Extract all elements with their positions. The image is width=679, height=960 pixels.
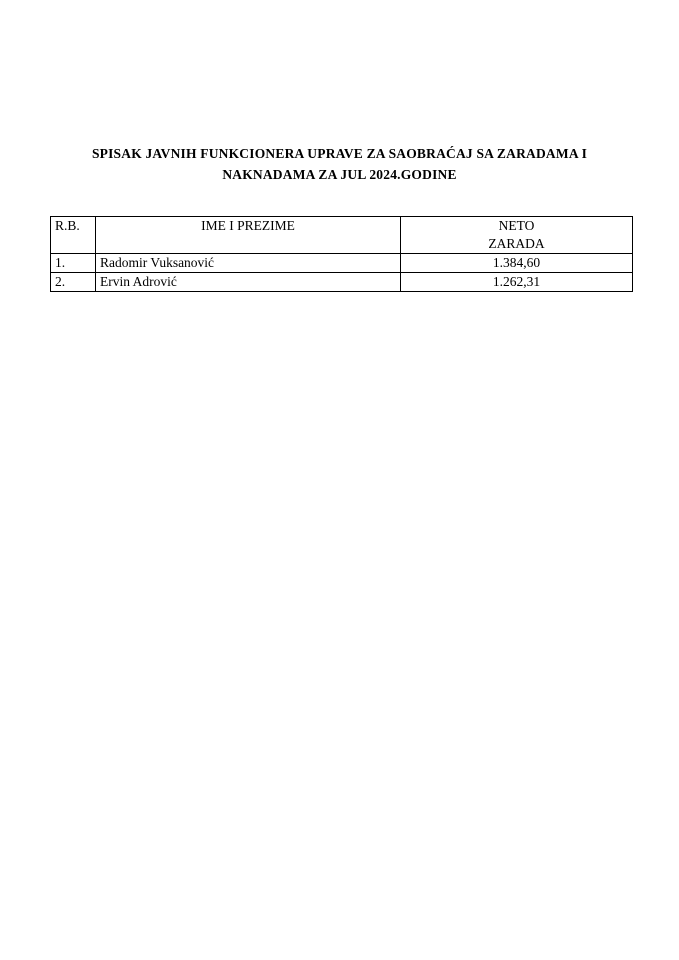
document-title-line-1: SPISAK JAVNIH FUNKCIONERA UPRAVE ZA SAOBRAĆAJ SA ZARADAMA I [91, 146, 588, 161]
table-header-row [51, 217, 633, 254]
header-cell-rb: R.B. [51, 217, 96, 254]
header-cell-name: IME I PREZIME [96, 217, 401, 254]
name-cell: Ervin Adrović [96, 273, 401, 292]
salary-cell: 1.262,31 [401, 273, 633, 292]
header-salary-line-2: ZARADA [488, 236, 545, 251]
header-cell-salary [401, 217, 633, 254]
table-row [51, 273, 633, 292]
row-number-cell: 2. [51, 273, 96, 292]
row-number-cell: 1. [51, 254, 96, 273]
salary-table [50, 216, 633, 292]
name-cell: Radomir Vuksanović [96, 254, 401, 273]
salary-cell: 1.384,60 [401, 254, 633, 273]
document-title-line-2: NAKNADAMA ZA JUL 2024.GODINE [222, 167, 457, 182]
table-row [51, 254, 633, 273]
document-title [40, 143, 639, 185]
header-salary-line-1: NETO [498, 218, 535, 233]
